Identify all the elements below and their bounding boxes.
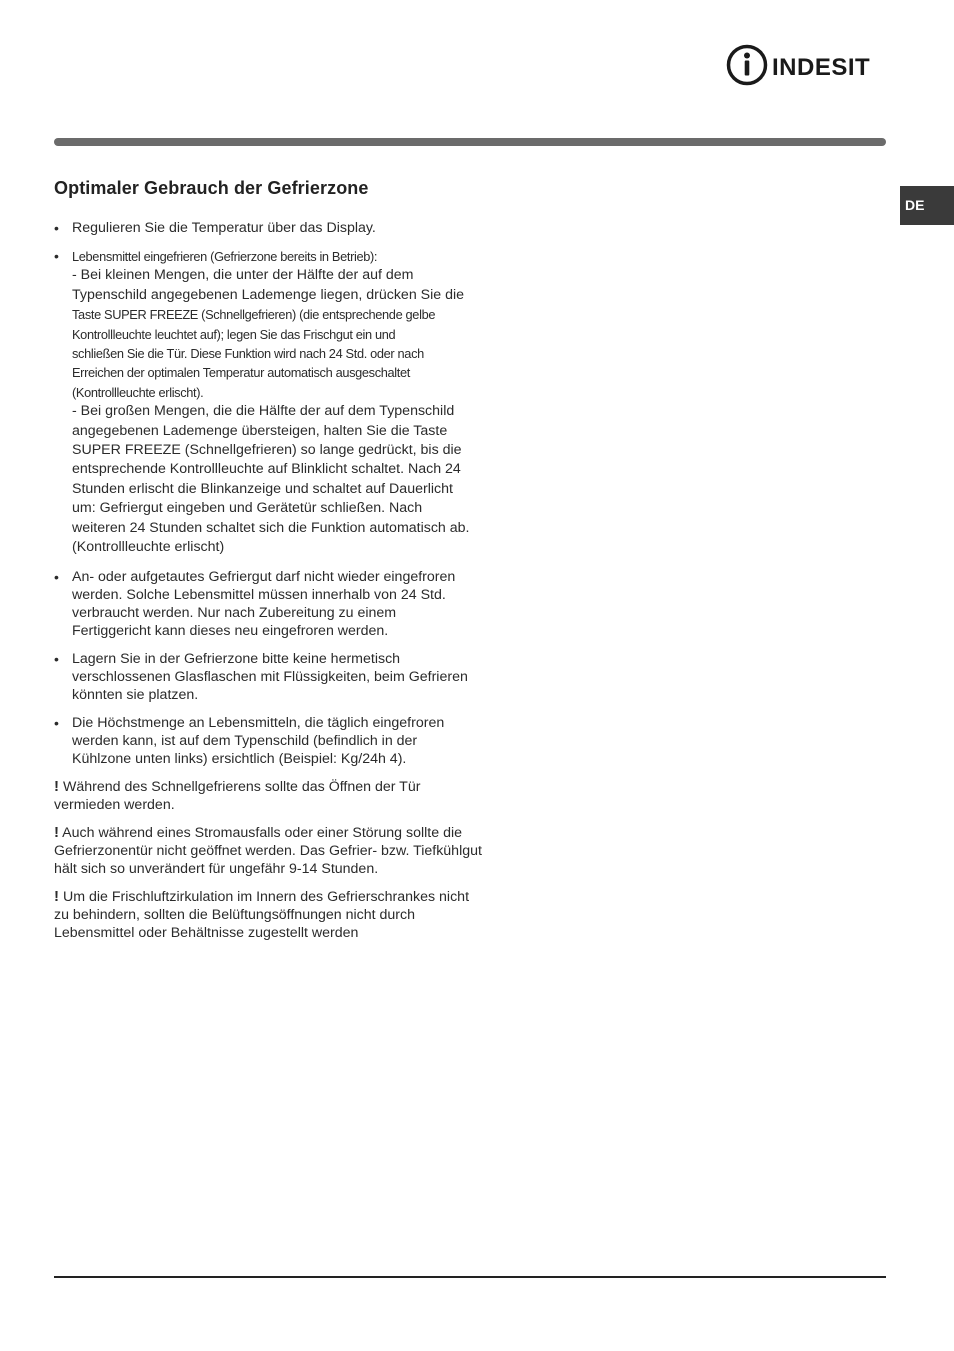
- list-item-text: SUPER FREEZE (Schnellgefrieren) so lange gedrückt, bis die: [72, 442, 462, 459]
- list-item-text: schließen Sie die Tür. Diese Funktion wird nach 24 Std. oder nach: [72, 346, 424, 362]
- brand-logo: [726, 44, 886, 86]
- exclamation-icon: !: [54, 887, 59, 905]
- top-divider: [54, 138, 886, 146]
- list-item: [54, 714, 482, 768]
- warning-note-text: Während des Schnellgefrierens sollte das Öffnen der Tür vermieden werden.: [54, 778, 421, 813]
- language-tab: DE: [900, 186, 954, 225]
- list-item-text: • Lagern Sie in der Gefrierzone bitte keine hermetisch: [72, 650, 401, 667]
- list-item-text: werden. Solche Lebensmittel müssen innerhalb von 24 Std.: [72, 586, 446, 603]
- bullet-list: [54, 219, 482, 768]
- warning-note: [54, 824, 482, 878]
- warning-note-text: Auch während eines Stromausfalls oder einer Störung sollte die Gefrierzonentür nicht geöffnet werden. Das Gefrier- bzw. Tiefkühlgut hält sich so unverändert für ungefähr 9-14 Stunden.: [54, 824, 482, 877]
- list-item-text: • Die Höchstmenge an Lebensmitteln, die täglich eingefroren: [72, 714, 445, 731]
- list-item-text: Kühlzone unten links) ersichtlich (Beispiel: Kg/24h 4).: [72, 750, 407, 767]
- list-item-text: • Regulieren Sie die Temperatur über das Display.: [72, 220, 376, 236]
- list-item-text: Stunden erlischt die Blinkanzeige und schaltet auf Dauerlicht: [72, 480, 453, 497]
- list-item-text: angegebenen Lademenge übersteigen, halten Sie die Taste: [72, 422, 448, 439]
- list-item-text: Kontrollleuchte leuchtet auf); legen Sie das Frischgut ein und: [72, 326, 396, 342]
- list-item-text: werden kann, ist auf dem Typenschild (befindlich in der: [72, 732, 418, 749]
- list-item-text: Erreichen der optimalen Temperatur automatisch ausgeschaltet: [72, 365, 410, 381]
- warning-note: [54, 888, 482, 942]
- main-content: [54, 178, 482, 952]
- exclamation-icon: !: [54, 823, 59, 841]
- list-item-text: Typenschild angegebenen Lademenge liegen, drücken Sie die: [72, 286, 465, 303]
- list-item-text: verbraucht werden. Nur nach Zubereitung zu einem: [72, 604, 397, 621]
- list-item-text: • An- oder aufgetautes Gefriergut darf nicht wieder eingefroren: [72, 568, 456, 585]
- indesit-logo-icon: [726, 44, 886, 86]
- list-item-text: - Bei großen Mengen, die die Hälfte der auf dem Typenschild: [72, 403, 455, 420]
- list-item-text: entsprechende Kontrollleuchte auf Blinklicht schaltet. Nach 24: [72, 461, 461, 478]
- bottom-divider: [54, 1276, 886, 1278]
- list-item: [54, 650, 482, 704]
- exclamation-icon: !: [54, 777, 59, 795]
- list-item-text: (Kontrollleuchte erlischt).: [72, 384, 204, 400]
- list-item-text: (Kontrollleuchte erlischt): [72, 539, 225, 556]
- section-title: Optimaler Gebrauch der Gefrierzone: [54, 178, 369, 198]
- list-item-text: könnten sie platzen.: [72, 686, 199, 703]
- list-item-text: Fertiggericht kann dieses neu eingefroren werden.: [72, 622, 389, 639]
- list-item-text: Taste SUPER FREEZE (Schnellgefrieren) (die entsprechende gelbe: [72, 307, 436, 323]
- list-item-text: um: Gefriergut eingeben und Gerätetür schließen. Nach: [72, 500, 423, 517]
- brand-wordmark: INDESIT: [772, 54, 871, 81]
- warning-note-text: Um die Frischluftzirkulation im Innern des Gefrierschrankes nicht zu behindern, sollten die Belüftungsöffnungen nicht durch Lebensmittel oder Behältnisse zugestellt werden: [54, 888, 470, 941]
- list-item: [54, 247, 482, 558]
- list-item-text: - Bei kleinen Mengen, die unter der Hälfte der auf dem: [72, 267, 414, 284]
- list-item: [54, 568, 482, 640]
- list-item-text: verschlossenen Glasflaschen mit Flüssigkeiten, beim Gefrieren: [72, 668, 468, 685]
- warning-note: [54, 778, 482, 814]
- list-item: [54, 219, 482, 237]
- list-item-text: weiteren 24 Stunden schaltet sich die Funktion automatisch ab.: [72, 519, 470, 536]
- list-item-lead: • Lebensmittel eingefrieren (Gefrierzone bereits in Betrieb):: [72, 249, 378, 264]
